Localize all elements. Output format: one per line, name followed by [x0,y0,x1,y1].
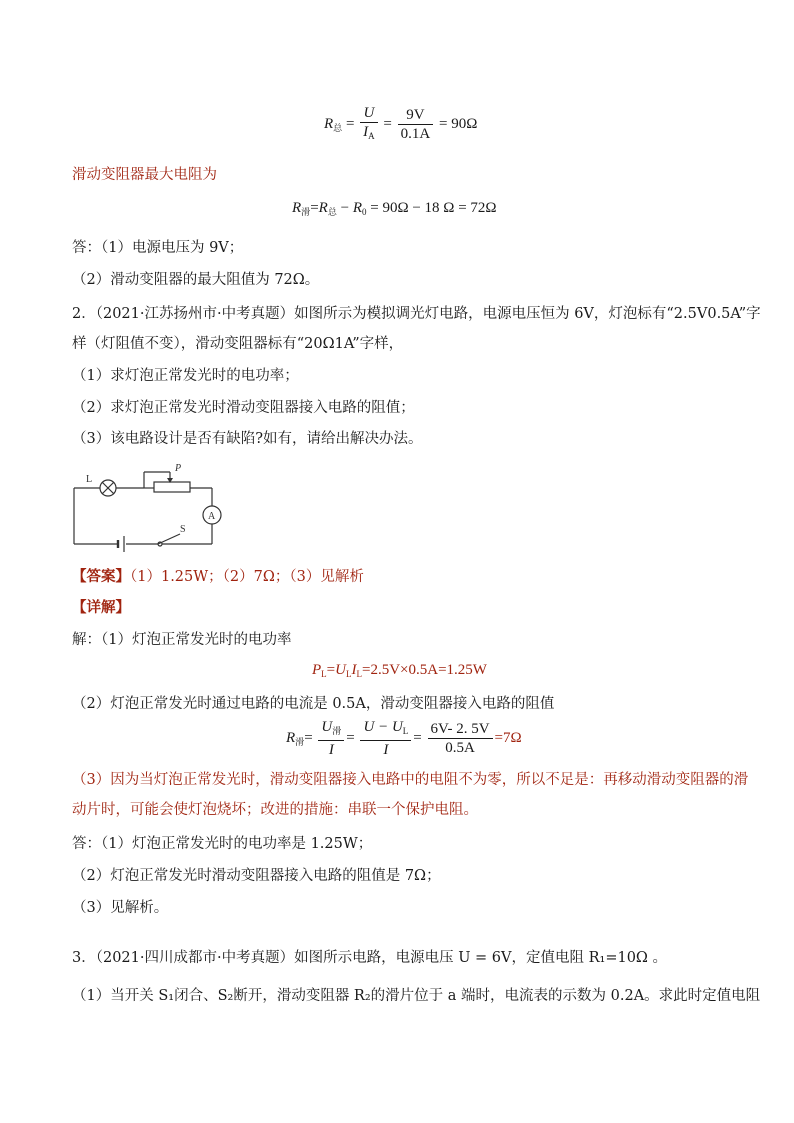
solution-step-1: 解：（1）灯泡正常发光时的电功率 [72,632,292,648]
answer-line-1: 答：（1）电源电压为 9V； [72,240,244,256]
answer-summary [72,567,364,587]
final-answer-1: 答：（1）灯泡正常发光时的电功率是 1.25W； [72,836,373,852]
fraction-values: $\frac{9V}{0.1A}$ [398,106,434,143]
formula-total-resistance: $R_总$ = $\frac{U}{I_A}$ = $\frac{9V}{0.1A}$ = 90Ω [324,104,477,145]
text-max-resistance-intro: 滑动变阻器最大电阻为 [72,167,217,183]
question-2-sub-2: （2）求灯泡正常发光时滑动变阻器接入电路的阻值； [72,400,415,416]
rheostat-icon [154,482,190,492]
question-2-line-2: 样（灯阻值不变），滑动变阻器标有“20Ω1A”字样， [72,336,404,352]
solution-step-3b: 动片时，可能会使灯泡烧坏；改进的措施：串联一个保护电阻。 [72,802,478,818]
question-2-sub-3: （3）该电路设计是否有缺陷?如有，请给出解决办法。 [72,431,423,447]
formula-power: $P_L=U_LI_L=2.5V\times 0.5A=1.25W$ [312,662,487,679]
solution-step-3a: （3）因为当灯泡正常发光时，滑动变阻器接入电路中的电阻不为零，所以不足是：再移动滑动变阻器的滑 [72,772,749,788]
formula-slider-resistance: $R_滑=R_总 - R_0 = 90\Omega - 18$ Ω = 72Ω [292,200,497,217]
question-3-line-2: （1）当开关 S₁闭合、S₂断开，滑动变阻器 R₂的滑片位于 a 端时，电流表的示数为 0.2A。求此时定值电阻 [72,988,761,1004]
final-answer-2: （2）灯泡正常发光时滑动变阻器接入电路的阻值是 7Ω； [72,868,441,884]
answer-line-2: （2）滑动变阻器的最大阻值为 72Ω。 [72,272,320,288]
answer-text: （1）1.25W；（2）7Ω；（3）见解析 [130,569,364,585]
final-answer-3: （3）见解析。 [72,900,169,916]
fraction-u-over-i: $\frac{U}{I_A}$ [360,104,378,145]
circuit-diagram [66,462,226,554]
ammeter-label: A [208,511,216,522]
question-2-sub-1: （1）求灯泡正常发光时的电功率； [72,368,299,384]
answer-tag: 【答案】 [72,568,130,585]
lamp-label: L [86,474,93,485]
formula-slider-value: $R_滑=$ $\frac{U_滑}{I}$ = $\frac{U - U_L}{I}$ = $\frac{6V- 2. 5V}{0.5A}$ =7Ω [286,719,522,758]
question-3-line-1: 3．（2021·四川成都市·中考真题）如图所示电路，电源电压 U = 6V，定值电阻 R₁=10Ω 。 [72,950,668,966]
solution-step-2: （2）灯泡正常发光时通过电路的电流是 0.5A，滑动变阻器接入电路的阻值 [72,696,555,712]
detail-tag: 【详解】 [72,599,130,616]
switch-label: S [180,524,186,535]
slider-label: P [175,463,182,474]
question-2-line-1: 2．（2021·江苏扬州市·中考真题）如图所示为模拟调光灯电路，电源电压恒为 6V，灯泡标有“2.5V0.5A”字 [72,306,761,322]
